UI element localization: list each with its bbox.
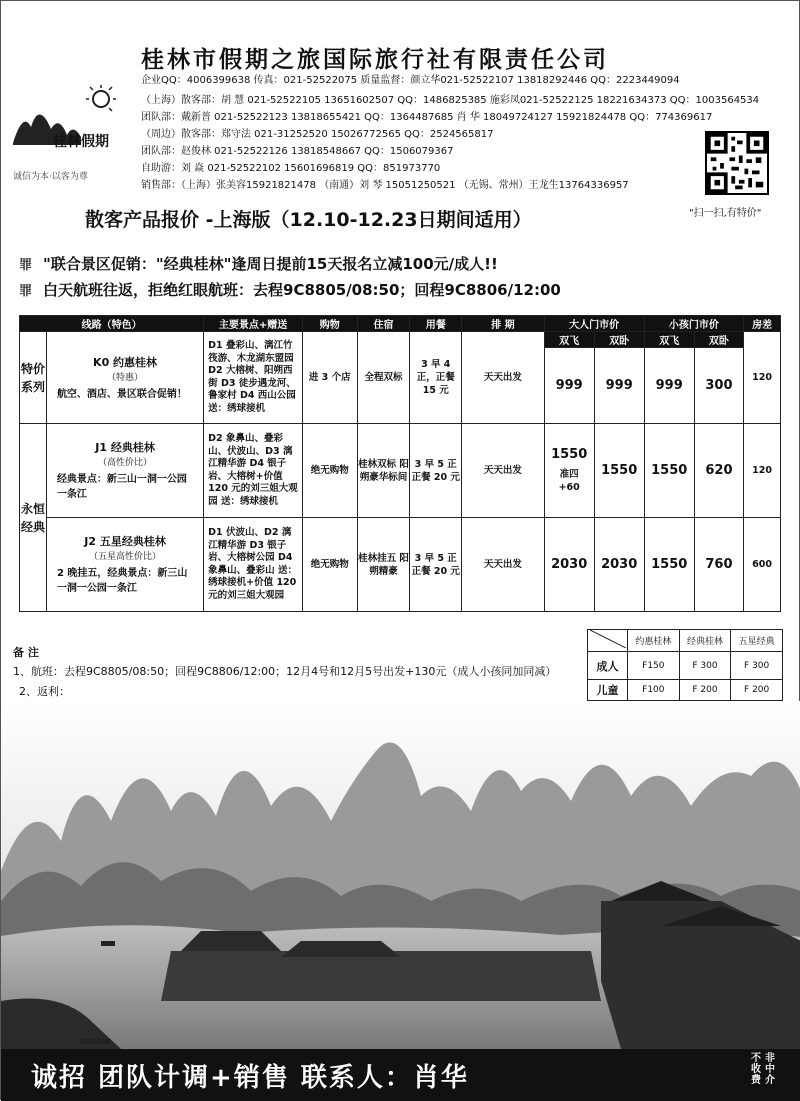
- promo-mark-icon: 罪: [19, 258, 33, 273]
- route-tag: （特惠）: [107, 372, 144, 383]
- rebate-col-header: 五星经典: [731, 630, 783, 652]
- footer-bar: [1, 1049, 800, 1101]
- schedule-cell: 天天出发: [462, 332, 545, 424]
- rebate-value: F 200: [731, 680, 783, 701]
- col-header: 主要景点+赠送: [204, 316, 303, 332]
- meals-cell: 3 早 5 正 正餐 20 元: [410, 424, 462, 518]
- col-header: 购物: [302, 316, 357, 332]
- col-header: 排 期: [462, 316, 545, 332]
- table-row: [20, 518, 781, 612]
- group-label: 特价系列: [20, 332, 47, 424]
- shopping-cell: 绝无购物: [302, 518, 357, 612]
- sub-header: 双卧: [694, 332, 743, 348]
- route-spots: D1 叠彩山、漓江竹筏游、木龙湖东盟园 D2 大榕树、阳朔西街 D3 徒步遇龙河、鲁家村 D4 西山公园 送：绣球接机: [204, 332, 303, 424]
- note-line: 1、航班：去程9C8805/08:50；回程9C8806/12:00；12月4号和12月5号出发+130元（成人小孩同加同减）: [13, 665, 557, 678]
- price-extra: +60: [558, 482, 580, 493]
- rebate-value: F 300: [731, 652, 783, 680]
- col-header: 线路（特色）: [20, 316, 204, 332]
- contact-line: （上海）散客部：胡 慧 021-52522105 13651602507 QQ：1486825385 施彩凤021-52522125 18221634373 QQ：1003564534: [141, 95, 760, 106]
- price-table: [19, 315, 781, 612]
- footer-side-note: [751, 1053, 797, 1086]
- table-subheader-row: [20, 332, 781, 348]
- page-title: 散客产品报价 -上海版（12.10-12.23日期间适用）: [85, 209, 532, 231]
- rebate-table: [587, 629, 783, 701]
- rebate-value: F 200: [679, 680, 731, 701]
- rebate-row-label: 儿童: [588, 680, 628, 701]
- adult-fly-price: 2030: [544, 518, 594, 612]
- contact-line: （周边）散客部：郑守法 021-31252520 15026772565 QQ：2524565817: [141, 129, 494, 140]
- route-cell: [46, 518, 203, 612]
- contact-line: 团队部：赵俊林 021-52522126 13818548667 QQ：1506079367: [141, 146, 454, 157]
- adult-fly-price: 999: [544, 348, 594, 424]
- shopping-cell: 进 3 个店: [302, 332, 357, 424]
- col-header: 小孩门市价: [644, 316, 743, 332]
- room-diff-cell: 120: [744, 424, 781, 518]
- adult-sleeper-price: 999: [594, 348, 644, 424]
- sub-header: 双卧: [594, 332, 644, 348]
- contact-line: 自助游：刘 焱 021-52522102 15601696819 QQ：851973770: [141, 163, 441, 174]
- logo-slogan: 诚信为本·以客为尊: [13, 172, 88, 182]
- promo-text: 白天航班往返，拒绝红眼航班：去程9C8805/08:50；回程9C8806/12:00: [43, 281, 561, 299]
- route-tag: （五星高性价比）: [89, 552, 162, 562]
- adult-fly-price: [544, 424, 594, 518]
- child-sleeper-price: 620: [694, 424, 743, 518]
- footer-side-text: 不收费: [751, 1053, 761, 1086]
- rebate-col-header: 约惠桂林: [628, 630, 680, 652]
- contact-line: 企业QQ：4006399638 传真：021-52522075 质量监督：颜立华021-52522107 13818292446 QQ：2223449094: [141, 75, 680, 86]
- room-diff-cell: 120: [744, 332, 781, 424]
- route-note: 2 晚挂五，经典景点：新三山一洞一公园一条江: [56, 568, 188, 594]
- route-name: K0 约惠桂林: [93, 355, 158, 369]
- footer-side-text: 非中介: [765, 1053, 775, 1086]
- qr-caption: "扫一扫,有特价": [689, 208, 762, 219]
- schedule-cell: 天天出发: [462, 424, 545, 518]
- contact-line: 团队部：戴新普 021-52522123 13818655421 QQ：1364487685 肖 华 18049724127 15921824478 QQ：774369617: [141, 112, 713, 123]
- hotel-cell: 桂林挂五 阳朔精豪: [357, 518, 410, 612]
- qr-code-icon[interactable]: [705, 131, 769, 195]
- meals-cell: 3 早 4 正，正餐 15 元: [410, 332, 462, 424]
- schedule-cell: 天天出发: [462, 518, 545, 612]
- promo-line: [19, 279, 561, 300]
- rebate-row: [588, 680, 783, 701]
- rebate-col-header: 经典桂林: [679, 630, 731, 652]
- logo-text: 桂林假期: [53, 134, 109, 150]
- diagonal-icon: [590, 630, 626, 648]
- route-name: J2 五星经典桂林: [84, 535, 166, 548]
- footer-recruit-text: 诚招 团队计调+销售 联系人：肖华: [31, 1063, 469, 1093]
- rebate-value: F100: [628, 680, 680, 701]
- rebate-row: [588, 652, 783, 680]
- group-label: 永恒经典: [20, 424, 47, 612]
- karst-scenery-image: [1, 701, 800, 1049]
- route-spots: D2 象鼻山、叠彩山、伏波山、D3 漓江精华游 D4 银子岩、大榕树+价值 120 元的刘三姐大观园 送：绣球接机: [204, 424, 303, 518]
- rebate-value: F150: [628, 652, 680, 680]
- route-note: 航空、酒店、景区联合促销！: [56, 388, 187, 400]
- notes-heading: 备 注: [13, 646, 39, 659]
- route-cell: [46, 424, 203, 518]
- rebate-corner: [588, 630, 628, 652]
- route-tag: （高性价比）: [98, 458, 153, 468]
- shopping-cell: 绝无购物: [302, 424, 357, 518]
- child-sleeper-price: 760: [694, 518, 743, 612]
- route-note: 经典景点：新三山一洞一公园一条江: [56, 474, 187, 500]
- promo-line: [19, 253, 498, 274]
- rebate-row-label: 成人: [588, 652, 628, 680]
- hotel-cell: 全程双标: [357, 332, 410, 424]
- child-fly-price: 1550: [644, 518, 694, 612]
- route-name: J1 经典桂林: [95, 441, 155, 454]
- sub-header: 双飞: [544, 332, 594, 348]
- table-header-row: [20, 316, 781, 332]
- route-cell: [46, 332, 203, 424]
- rebate-value: F 300: [679, 652, 731, 680]
- promo-text: "联合景区促销："经典桂林"逢周日提前15天报名立减100元/成人!!: [43, 255, 498, 273]
- promo-mark-icon: 罪: [19, 284, 33, 299]
- rebate-header-row: [588, 630, 783, 652]
- meals-cell: 3 早 5 正 正餐 20 元: [410, 518, 462, 612]
- note-line: 2、返利：: [19, 685, 70, 698]
- col-header: 大人门市价: [544, 316, 644, 332]
- route-spots: D1 伏波山、D2 漓江精华游 D3 银子岩、大榕树公园 D4 象鼻山、叠彩山 送：绣球接机+价值 120 元的刘三姐大观园: [204, 518, 303, 612]
- sub-header: 双飞: [644, 332, 694, 348]
- room-diff-cell: 600: [744, 518, 781, 612]
- col-header: 房差: [744, 316, 781, 332]
- price-extra: 准四: [559, 469, 579, 480]
- col-header: 住宿: [357, 316, 410, 332]
- company-name: 桂林市假期之旅国际旅行社有限责任公司: [141, 47, 609, 73]
- table-row: [20, 424, 781, 518]
- child-fly-price: 999: [644, 348, 694, 424]
- child-fly-price: 1550: [644, 424, 694, 518]
- adult-sleeper-price: 2030: [594, 518, 644, 612]
- col-header: 用餐: [410, 316, 462, 332]
- hotel-cell: 桂林双标 阳朔豪华标间: [357, 424, 410, 518]
- adult-sleeper-price: 1550: [594, 424, 644, 518]
- price-value: 1550: [551, 447, 588, 462]
- child-sleeper-price: 300: [694, 348, 743, 424]
- contact-line: 销售部：（上海）张美容15921821478 （南通）刘 琴 15051250521 （无锡、常州）王龙生13764336957: [141, 180, 629, 191]
